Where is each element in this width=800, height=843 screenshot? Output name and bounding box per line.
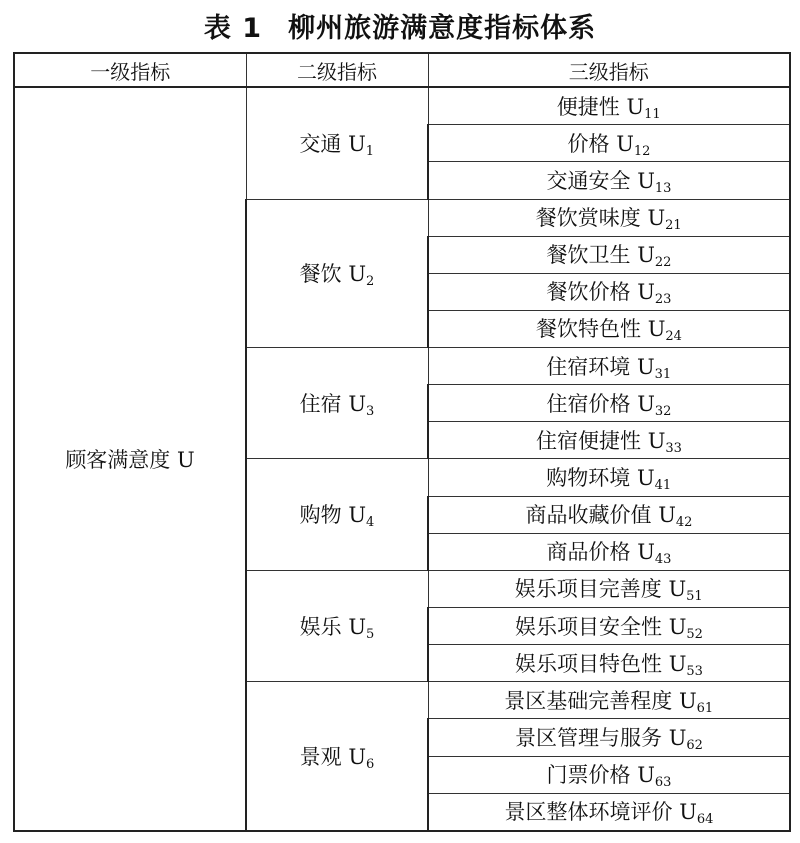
level3-subscript: 13 xyxy=(654,180,672,196)
header-level3: 三级指标 xyxy=(428,53,790,87)
level2-cell xyxy=(246,87,428,199)
level3-subscript: 52 xyxy=(686,626,703,642)
level2-cell xyxy=(246,348,428,459)
level2-cell xyxy=(246,199,428,348)
level2-cell xyxy=(246,570,428,681)
level3-cell xyxy=(428,385,790,422)
level3-cell xyxy=(428,682,790,719)
level3-cell xyxy=(428,496,790,533)
level3-cell xyxy=(428,756,790,793)
level2-label: 购物 U xyxy=(299,503,367,528)
level3-cell xyxy=(428,87,790,125)
level3-subscript: 24 xyxy=(665,329,682,345)
level3-subscript: 41 xyxy=(654,478,672,494)
level3-label: 娱乐项目安全性 U xyxy=(515,614,687,639)
level3-cell xyxy=(428,125,790,162)
level3-label: 景区整体环境评价 U xyxy=(504,800,697,825)
level3-label: 餐饮赏味度 U xyxy=(535,206,666,231)
level3-label: 餐饮价格 U xyxy=(546,280,655,305)
level3-subscript: 12 xyxy=(633,143,651,159)
level3-label: 价格 U xyxy=(567,131,634,156)
level3-cell xyxy=(428,533,790,570)
level3-subscript: 33 xyxy=(665,440,682,456)
level3-cell xyxy=(428,570,790,607)
level3-label: 门票价格 U xyxy=(546,763,655,788)
level3-label: 娱乐项目完善度 U xyxy=(514,577,687,602)
level3-subscript: 51 xyxy=(686,589,703,605)
header-level1: 一级指标 xyxy=(14,53,246,87)
level2-label: 住宿 U xyxy=(299,391,367,416)
level3-cell xyxy=(428,162,790,199)
level3-label: 住宿便捷性 U xyxy=(536,428,666,453)
level2-subscript: 4 xyxy=(366,515,375,531)
level2-subscript: 3 xyxy=(366,403,375,419)
level3-label: 便捷性 U xyxy=(556,94,645,119)
indicator-table xyxy=(13,52,791,832)
level3-subscript: 21 xyxy=(665,218,682,234)
level3-label: 住宿环境 U xyxy=(546,354,655,379)
level3-cell xyxy=(428,310,790,347)
level2-label: 交通 U xyxy=(299,131,366,156)
level3-label: 购物环境 U xyxy=(546,466,655,491)
level3-label: 商品收藏价值 U xyxy=(525,503,676,528)
level2-label: 餐饮 U xyxy=(299,261,367,286)
level3-cell xyxy=(428,608,790,645)
level3-label: 餐饮特色性 U xyxy=(536,317,666,342)
level3-subscript: 62 xyxy=(686,738,703,754)
level3-subscript: 22 xyxy=(654,255,672,271)
level2-label: 娱乐 U xyxy=(299,614,367,639)
level3-label: 交通安全 U xyxy=(546,168,655,193)
level3-label: 餐饮卫生 U xyxy=(546,243,655,268)
level3-label: 景区基础完善程度 U xyxy=(504,688,697,713)
level3-cell xyxy=(428,422,790,459)
level3-subscript: 11 xyxy=(644,106,661,122)
level2-cell xyxy=(246,682,428,831)
level3-cell xyxy=(428,793,790,831)
level2-label: 景观 U xyxy=(299,744,367,769)
level3-subscript: 42 xyxy=(675,515,693,531)
level3-cell xyxy=(428,236,790,273)
table-number: 表 1 xyxy=(203,13,263,44)
level3-label: 娱乐项目特色性 U xyxy=(515,651,687,676)
level3-subscript: 43 xyxy=(654,552,672,568)
level2-subscript: 5 xyxy=(366,626,375,642)
table-body xyxy=(14,87,790,831)
level3-label: 景区管理与服务 U xyxy=(515,726,687,751)
level3-subscript: 64 xyxy=(696,812,714,828)
header-level2: 二级指标 xyxy=(246,53,428,87)
level3-subscript: 31 xyxy=(654,366,672,382)
level1-cell: 顾客满意度 U xyxy=(14,87,246,831)
level3-subscript: 53 xyxy=(686,663,703,679)
level3-subscript: 61 xyxy=(696,700,714,716)
level3-subscript: 63 xyxy=(654,775,672,791)
level3-cell xyxy=(428,199,790,236)
table-title xyxy=(0,6,800,45)
level3-label: 商品价格 U xyxy=(546,540,655,565)
level2-subscript: 2 xyxy=(366,273,375,289)
level3-cell xyxy=(428,719,790,756)
level3-cell xyxy=(428,348,790,385)
level2-cell xyxy=(246,459,428,570)
level2-subscript: 1 xyxy=(365,143,375,159)
table-row xyxy=(14,87,790,125)
level3-label: 住宿价格 U xyxy=(546,391,655,416)
level3-subscript: 23 xyxy=(654,292,672,308)
header-row xyxy=(14,53,790,87)
level3-cell xyxy=(428,645,790,682)
level2-subscript: 6 xyxy=(366,756,375,772)
level3-cell xyxy=(428,273,790,310)
level3-subscript: 32 xyxy=(654,403,672,419)
level3-cell xyxy=(428,459,790,496)
table-caption: 柳州旅游满意度指标体系 xyxy=(288,13,597,44)
